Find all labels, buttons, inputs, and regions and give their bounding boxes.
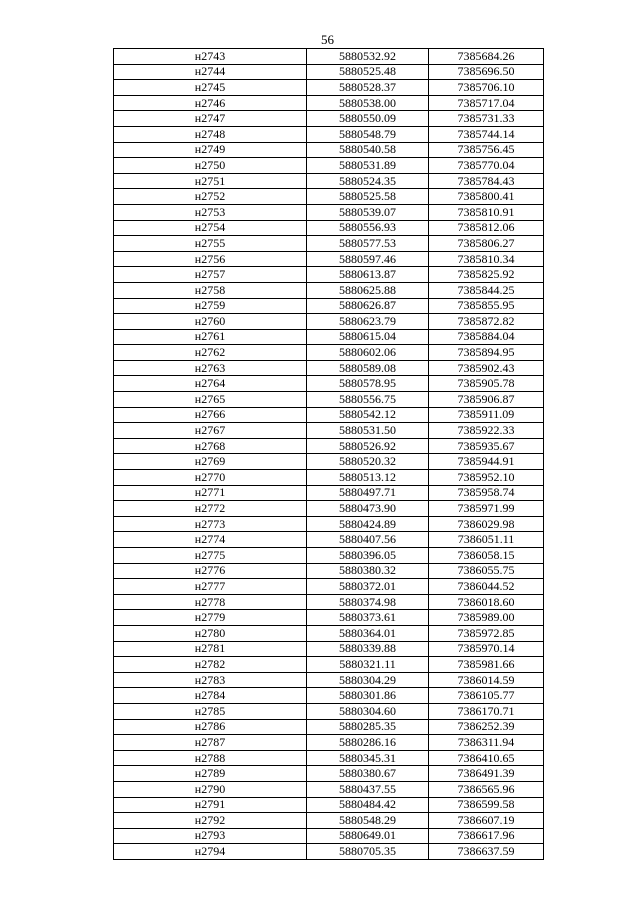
- table-row: [114, 454, 544, 470]
- x-coordinate-cell: 5880513.12: [307, 470, 429, 486]
- point-id-cell: н2749: [114, 142, 307, 158]
- table-row: [114, 438, 544, 454]
- y-coordinate-cell: 7385884.04: [429, 329, 544, 345]
- point-id-cell: н2746: [114, 95, 307, 111]
- point-id-cell: н2756: [114, 251, 307, 267]
- point-id-cell: н2769: [114, 454, 307, 470]
- x-coordinate-cell: 5880301.86: [307, 688, 429, 704]
- point-id-cell: н2762: [114, 345, 307, 361]
- point-id-cell: н2771: [114, 485, 307, 501]
- table-row: [114, 532, 544, 548]
- table-row: [114, 392, 544, 408]
- x-coordinate-cell: 5880520.32: [307, 454, 429, 470]
- table-row: [114, 282, 544, 298]
- x-coordinate-cell: 5880304.60: [307, 703, 429, 719]
- point-id-cell: н2788: [114, 750, 307, 766]
- table-row: [114, 594, 544, 610]
- point-id-cell: н2764: [114, 376, 307, 392]
- table-row: [114, 735, 544, 751]
- y-coordinate-cell: 7385902.43: [429, 360, 544, 376]
- x-coordinate-cell: 5880556.93: [307, 220, 429, 236]
- x-coordinate-cell: 5880473.90: [307, 501, 429, 517]
- x-coordinate-cell: 5880532.92: [307, 49, 429, 65]
- y-coordinate-cell: 7385770.04: [429, 158, 544, 174]
- y-coordinate-cell: 7385756.45: [429, 142, 544, 158]
- x-coordinate-cell: 5880548.79: [307, 126, 429, 142]
- x-coordinate-cell: 5880524.35: [307, 173, 429, 189]
- table-row: [114, 95, 544, 111]
- y-coordinate-cell: 7385872.82: [429, 314, 544, 330]
- table-row: [114, 688, 544, 704]
- y-coordinate-cell: 7386055.75: [429, 563, 544, 579]
- point-id-cell: н2761: [114, 329, 307, 345]
- table-row: [114, 766, 544, 782]
- y-coordinate-cell: 7386607.19: [429, 813, 544, 829]
- x-coordinate-cell: 5880526.92: [307, 438, 429, 454]
- point-id-cell: н2744: [114, 64, 307, 80]
- table-row: [114, 579, 544, 595]
- y-coordinate-cell: 7385855.95: [429, 298, 544, 314]
- point-id-cell: н2784: [114, 688, 307, 704]
- y-coordinate-cell: 7385696.50: [429, 64, 544, 80]
- point-id-cell: н2767: [114, 423, 307, 439]
- y-coordinate-cell: 7385958.74: [429, 485, 544, 501]
- point-id-cell: н2791: [114, 797, 307, 813]
- y-coordinate-cell: 7386252.39: [429, 719, 544, 735]
- x-coordinate-cell: 5880484.42: [307, 797, 429, 813]
- y-coordinate-cell: 7386105.77: [429, 688, 544, 704]
- y-coordinate-cell: 7385952.10: [429, 470, 544, 486]
- point-id-cell: н2775: [114, 548, 307, 564]
- y-coordinate-cell: 7385894.95: [429, 345, 544, 361]
- x-coordinate-cell: 5880437.55: [307, 781, 429, 797]
- point-id-cell: н2748: [114, 126, 307, 142]
- y-coordinate-cell: 7385911.09: [429, 407, 544, 423]
- y-coordinate-cell: 7386617.96: [429, 828, 544, 844]
- x-coordinate-cell: 5880407.56: [307, 532, 429, 548]
- x-coordinate-cell: 5880623.79: [307, 314, 429, 330]
- table-row: [114, 781, 544, 797]
- table-row: [114, 423, 544, 439]
- y-coordinate-cell: 7385981.66: [429, 657, 544, 673]
- y-coordinate-cell: 7386410.65: [429, 750, 544, 766]
- table-row: [114, 189, 544, 205]
- y-coordinate-cell: 7385784.43: [429, 173, 544, 189]
- table-row: [114, 314, 544, 330]
- table-row: [114, 501, 544, 517]
- point-id-cell: н2758: [114, 282, 307, 298]
- x-coordinate-cell: 5880538.00: [307, 95, 429, 111]
- y-coordinate-cell: 7385706.10: [429, 80, 544, 96]
- table-row: [114, 719, 544, 735]
- x-coordinate-cell: 5880597.46: [307, 251, 429, 267]
- y-coordinate-cell: 7385717.04: [429, 95, 544, 111]
- table-row: [114, 407, 544, 423]
- point-id-cell: н2770: [114, 470, 307, 486]
- point-id-cell: н2757: [114, 267, 307, 283]
- point-id-cell: н2754: [114, 220, 307, 236]
- x-coordinate-cell: 5880542.12: [307, 407, 429, 423]
- table-row: [114, 111, 544, 127]
- y-coordinate-cell: 7385935.67: [429, 438, 544, 454]
- y-coordinate-cell: 7385731.33: [429, 111, 544, 127]
- coordinates-table: [113, 48, 544, 860]
- x-coordinate-cell: 5880615.04: [307, 329, 429, 345]
- x-coordinate-cell: 5880364.01: [307, 625, 429, 641]
- point-id-cell: н2753: [114, 204, 307, 220]
- x-coordinate-cell: 5880372.01: [307, 579, 429, 595]
- point-id-cell: н2747: [114, 111, 307, 127]
- table-row: [114, 220, 544, 236]
- table-row: [114, 173, 544, 189]
- x-coordinate-cell: 5880625.88: [307, 282, 429, 298]
- point-id-cell: н2794: [114, 844, 307, 860]
- x-coordinate-cell: 5880285.35: [307, 719, 429, 735]
- point-id-cell: н2782: [114, 657, 307, 673]
- table-row: [114, 360, 544, 376]
- point-id-cell: н2751: [114, 173, 307, 189]
- table-row: [114, 64, 544, 80]
- point-id-cell: н2780: [114, 625, 307, 641]
- x-coordinate-cell: 5880626.87: [307, 298, 429, 314]
- table-row: [114, 329, 544, 345]
- table-row: [114, 703, 544, 719]
- table-row: [114, 797, 544, 813]
- x-coordinate-cell: 5880525.58: [307, 189, 429, 205]
- y-coordinate-cell: 7385684.26: [429, 49, 544, 65]
- x-coordinate-cell: 5880321.11: [307, 657, 429, 673]
- table-row: [114, 548, 544, 564]
- y-coordinate-cell: 7386599.58: [429, 797, 544, 813]
- y-coordinate-cell: 7385825.92: [429, 267, 544, 283]
- table-row: [114, 672, 544, 688]
- x-coordinate-cell: 5880396.05: [307, 548, 429, 564]
- point-id-cell: н2787: [114, 735, 307, 751]
- table-row: [114, 376, 544, 392]
- x-coordinate-cell: 5880373.61: [307, 610, 429, 626]
- x-coordinate-cell: 5880304.29: [307, 672, 429, 688]
- table-row: [114, 236, 544, 252]
- point-id-cell: н2750: [114, 158, 307, 174]
- x-coordinate-cell: 5880531.50: [307, 423, 429, 439]
- x-coordinate-cell: 5880556.75: [307, 392, 429, 408]
- point-id-cell: н2779: [114, 610, 307, 626]
- y-coordinate-cell: 7385970.14: [429, 641, 544, 657]
- x-coordinate-cell: 5880525.48: [307, 64, 429, 80]
- table-row: [114, 158, 544, 174]
- table-row: [114, 470, 544, 486]
- table-row: [114, 251, 544, 267]
- table-row: [114, 750, 544, 766]
- y-coordinate-cell: 7385922.33: [429, 423, 544, 439]
- y-coordinate-cell: 7386637.59: [429, 844, 544, 860]
- point-id-cell: н2765: [114, 392, 307, 408]
- y-coordinate-cell: 7385810.34: [429, 251, 544, 267]
- point-id-cell: н2776: [114, 563, 307, 579]
- table-row: [114, 345, 544, 361]
- x-coordinate-cell: 5880345.31: [307, 750, 429, 766]
- table-row: [114, 126, 544, 142]
- point-id-cell: н2768: [114, 438, 307, 454]
- y-coordinate-cell: 7386565.96: [429, 781, 544, 797]
- x-coordinate-cell: 5880577.53: [307, 236, 429, 252]
- y-coordinate-cell: 7385905.78: [429, 376, 544, 392]
- point-id-cell: н2778: [114, 594, 307, 610]
- point-id-cell: н2772: [114, 501, 307, 517]
- x-coordinate-cell: 5880705.35: [307, 844, 429, 860]
- point-id-cell: н2773: [114, 516, 307, 532]
- x-coordinate-cell: 5880539.07: [307, 204, 429, 220]
- page-number: 56: [321, 32, 334, 47]
- x-coordinate-cell: 5880497.71: [307, 485, 429, 501]
- y-coordinate-cell: 7386058.15: [429, 548, 544, 564]
- x-coordinate-cell: 5880380.32: [307, 563, 429, 579]
- y-coordinate-cell: 7386051.11: [429, 532, 544, 548]
- y-coordinate-cell: 7386018.60: [429, 594, 544, 610]
- y-coordinate-cell: 7385744.14: [429, 126, 544, 142]
- point-id-cell: н2785: [114, 703, 307, 719]
- point-id-cell: н2763: [114, 360, 307, 376]
- table-row: [114, 813, 544, 829]
- x-coordinate-cell: 5880339.88: [307, 641, 429, 657]
- table-row: [114, 828, 544, 844]
- y-coordinate-cell: 7385844.25: [429, 282, 544, 298]
- y-coordinate-cell: 7386311.94: [429, 735, 544, 751]
- y-coordinate-cell: 7386491.39: [429, 766, 544, 782]
- y-coordinate-cell: 7385906.87: [429, 392, 544, 408]
- point-id-cell: н2752: [114, 189, 307, 205]
- x-coordinate-cell: 5880424.89: [307, 516, 429, 532]
- table-row: [114, 49, 544, 65]
- x-coordinate-cell: 5880540.58: [307, 142, 429, 158]
- table-row: [114, 844, 544, 860]
- y-coordinate-cell: 7385944.91: [429, 454, 544, 470]
- point-id-cell: н2774: [114, 532, 307, 548]
- x-coordinate-cell: 5880528.37: [307, 80, 429, 96]
- table-row: [114, 298, 544, 314]
- point-id-cell: н2745: [114, 80, 307, 96]
- table-row: [114, 80, 544, 96]
- point-id-cell: н2786: [114, 719, 307, 735]
- point-id-cell: н2760: [114, 314, 307, 330]
- y-coordinate-cell: 7386170.71: [429, 703, 544, 719]
- y-coordinate-cell: 7385972.85: [429, 625, 544, 641]
- table-row: [114, 516, 544, 532]
- x-coordinate-cell: 5880550.09: [307, 111, 429, 127]
- point-id-cell: н2790: [114, 781, 307, 797]
- x-coordinate-cell: 5880531.89: [307, 158, 429, 174]
- x-coordinate-cell: 5880649.01: [307, 828, 429, 844]
- table-row: [114, 625, 544, 641]
- table-row: [114, 641, 544, 657]
- table-row: [114, 657, 544, 673]
- x-coordinate-cell: 5880374.98: [307, 594, 429, 610]
- point-id-cell: н2781: [114, 641, 307, 657]
- point-id-cell: н2759: [114, 298, 307, 314]
- point-id-cell: н2789: [114, 766, 307, 782]
- y-coordinate-cell: 7385810.91: [429, 204, 544, 220]
- table-row: [114, 204, 544, 220]
- x-coordinate-cell: 5880613.87: [307, 267, 429, 283]
- point-id-cell: н2783: [114, 672, 307, 688]
- table-row: [114, 267, 544, 283]
- point-id-cell: н2777: [114, 579, 307, 595]
- table-row: [114, 563, 544, 579]
- point-id-cell: н2766: [114, 407, 307, 423]
- point-id-cell: н2755: [114, 236, 307, 252]
- x-coordinate-cell: 5880548.29: [307, 813, 429, 829]
- x-coordinate-cell: 5880602.06: [307, 345, 429, 361]
- y-coordinate-cell: 7386014.59: [429, 672, 544, 688]
- y-coordinate-cell: 7386029.98: [429, 516, 544, 532]
- point-id-cell: н2793: [114, 828, 307, 844]
- point-id-cell: н2743: [114, 49, 307, 65]
- y-coordinate-cell: 7385806.27: [429, 236, 544, 252]
- coordinates-table-body: [114, 49, 544, 860]
- point-id-cell: н2792: [114, 813, 307, 829]
- x-coordinate-cell: 5880286.16: [307, 735, 429, 751]
- y-coordinate-cell: 7386044.52: [429, 579, 544, 595]
- y-coordinate-cell: 7385971.99: [429, 501, 544, 517]
- table-row: [114, 610, 544, 626]
- x-coordinate-cell: 5880589.08: [307, 360, 429, 376]
- x-coordinate-cell: 5880578.95: [307, 376, 429, 392]
- table-row: [114, 485, 544, 501]
- y-coordinate-cell: 7385989.00: [429, 610, 544, 626]
- y-coordinate-cell: 7385812.06: [429, 220, 544, 236]
- y-coordinate-cell: 7385800.41: [429, 189, 544, 205]
- x-coordinate-cell: 5880380.67: [307, 766, 429, 782]
- table-row: [114, 142, 544, 158]
